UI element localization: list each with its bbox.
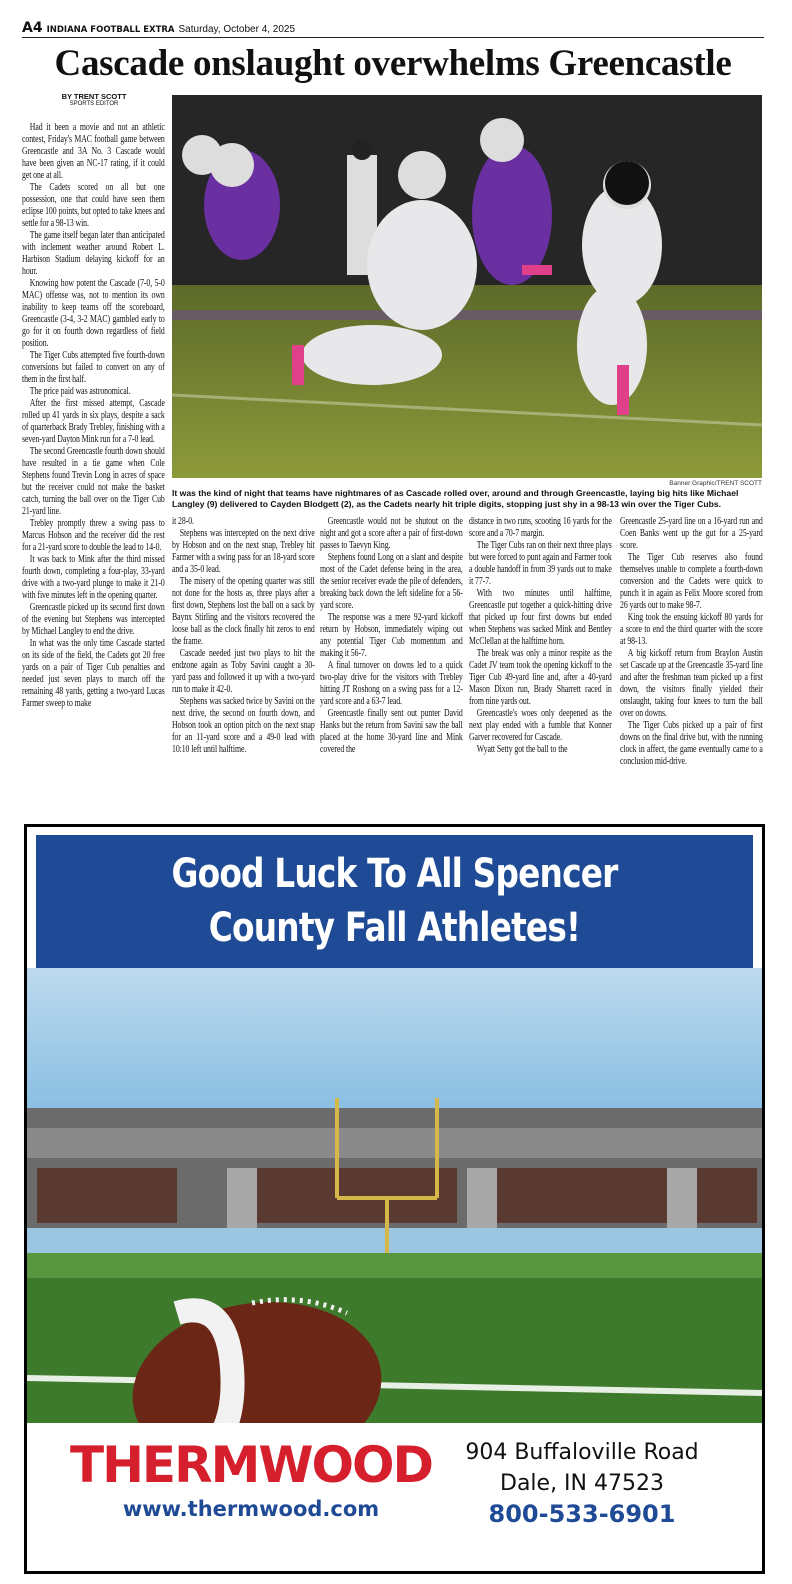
article-paragraph: The Tiger Cub reserves also found themselves unable to complete a fourth-down conversion and the Cadets were quick to punch it in again as Felix Moore scored from 26 yards out to make 98-7. — [620, 552, 763, 611]
issue-date: Saturday, October 4, 2025 — [178, 24, 296, 35]
article-paragraph: Cascade needed just two plays to hit the endzone again as Toby Savini caught a 30-yard pass and followed it up with a two-yard run to make it 42-0. — [172, 648, 315, 695]
article-column-4 — [469, 516, 612, 756]
byline-title: SPORTS EDITOR — [69, 101, 119, 107]
article-paragraph: King took the ensuing kickoff 80 yards for a score to end the third quarter with the score at 98-13. — [620, 612, 763, 647]
page-folio — [22, 20, 764, 38]
article-paragraph: Stephens found Long on a slant and despite most of the Cadet defense being in the area, the senior receiver evade the pile of defenders, breaking back down the left sideline for a 56-yard score. — [320, 552, 463, 611]
phone-number[interactable]: 800-533-6901 — [488, 1500, 676, 1528]
thermwood-logo — [51, 1436, 451, 1521]
contact-info — [432, 1437, 732, 1530]
thermwood-advertisement — [24, 824, 765, 1574]
article-paragraph: distance in two runs, scooting 16 yards for the score and a 70-7 margin. — [469, 516, 612, 539]
article-paragraph: Stephens was intercepted on the next drive by Hobson and on the next snap, Trebley hit Farmer with a swing pass for an 18-yard score and a 35-0 lead. — [172, 528, 315, 575]
article-paragraph: After the first missed attempt, Cascade rolled up 41 yards in six plays, despite a sack of quarterback Brady Trebley, finishing with a seven-yard Dayton Mink run for a 7-0 lead. — [22, 398, 165, 445]
game-photo — [172, 95, 762, 478]
stadium-football-photo — [27, 968, 762, 1423]
article-column-3 — [320, 516, 463, 756]
article-paragraph: The break was only a minor respite as the Cadet JV team took the opening kickoff to the Tiger Cub 49-yard line and, after a 40-yard Mason Dixon run, Brady Sharrett raced in from nine yards out. — [469, 648, 612, 707]
article-paragraph: The Tiger Cubs ran on their next three plays but were forced to punt again and Farmer took a double handoff in from 39 yards out to make it 77-7. — [469, 540, 612, 587]
article-paragraph: Trebley promptly threw a swing pass to Marcus Hobson and the receiver did the rest for a 21-yard score to double the lead to 14-0. — [22, 518, 165, 553]
article-paragraph: The response was a mere 92-yard kickoff return by Hobson, immediately wiping out any potential Tiger Cub momentum and making it 56-7. — [320, 612, 463, 659]
article-column-2 — [172, 516, 315, 756]
section-name: INDIANA FOOTBALL EXTRA — [46, 25, 175, 35]
article-paragraph: The misery of the opening quarter was still not done for the hosts as, three plays after a first down, Stephens lost the ball on a sack by Baynx Stirling and the visitors recovered the loose ball as the clock finally hit zeros to end the frame. — [172, 576, 315, 647]
page-number: A4 — [22, 20, 43, 36]
article-paragraph: Had it been a movie and not an athletic contest, Friday's MAC football game between Greencastle and 3A No. 3 Cascade would have been given an NC-17 rating, if it could get one at all. — [22, 122, 165, 181]
column-text — [320, 516, 463, 756]
stadium-illustration — [27, 968, 762, 1423]
brand-name: THERMWOOD — [69, 1436, 433, 1494]
photo-credit: Banner Graphic/TRENT SCOTT — [669, 480, 762, 487]
byline-name: BY TRENT SCOTT — [61, 92, 127, 101]
article-paragraph: The game itself began later than anticipated with inclement weather around Robert L. Harbison Stadium delaying kickoff for an hour. — [22, 230, 165, 277]
photo-caption: It was the kind of night that teams have nightmares of as Cascade rolled over, around and through Greencastle, laying big hits like Michael Langley (9) delivered to Cayden Blodgett (2), as the Cadets nearly hit triple digits, stopping just shy in a 98-13 win over the Tiger Cubs. — [172, 488, 739, 509]
article-paragraph: A final turnover on downs led to a quick two-play drive for the visitors with Trebley hitting JT Roshong on a swing pass for a 12-yard score and a 63-7 lead. — [320, 660, 463, 707]
website-link[interactable]: www.thermwood.com — [122, 1497, 380, 1521]
good-luck-banner — [36, 835, 753, 968]
article-paragraph: It was back to Mink after the third missed fourth down, completing a four-play, 33-yard drive with a two-yard plunge to make it 21-0 with five minutes left in the opening quarter. — [22, 554, 165, 601]
banner-line-2: County Fall Athletes! — [208, 905, 581, 951]
article-paragraph: Greencastle would not be shutout on the night and got a score after a pair of first-down passes to Taevyn King. — [320, 516, 463, 551]
article-paragraph: Knowing how potent the Cascade (7-0, 5-0 MAC) offense was, not to mention its own inability to keep teams off the scoreboard, Greencastle (3-4, 3-2 MAC) gambled early to go for it on fourth down regardless of field position. — [22, 278, 165, 349]
article-paragraph: Greencastle picked up its second first down of the evening but Stephens was intercepted by Michael Langley to end the drive. — [22, 602, 165, 637]
banner-line-1: Good Luck To All Spencer — [171, 851, 618, 897]
article-paragraph: A big kickoff return from Braylon Austin set Cascade up at the Greencastle 35-yard line and after the freshman team picked up a first down, the visitors finally yielded their onslaught, taking four knees to turn the ball over on downs. — [620, 648, 763, 719]
article-paragraph: In what was the only time Cascade started on its side of the field, the Cadets got 20 free yards on a pair of Tiger Cub penalties and needed just seven plays to march off the remaining 48 yards, getting a two-yard Lucas Farmer sweep to make — [22, 638, 165, 709]
byline — [22, 92, 166, 107]
address-line-1: 904 Buffaloville Road — [465, 1440, 699, 1465]
column-text — [620, 516, 763, 768]
address-line-2: Dale, IN 47523 — [500, 1471, 664, 1496]
article-paragraph: The price paid was astronomical. — [29, 386, 131, 397]
article-paragraph: it 28-0. — [172, 516, 194, 527]
column-text — [172, 516, 315, 756]
headline: Cascade onslaught overwhelms Greencastle — [54, 43, 732, 84]
column-text — [22, 122, 165, 710]
article-column-5 — [620, 516, 763, 768]
article-paragraph: Greencastle's woes only deepened as the next play ended with a fumble that Konner Garver recovered for Cascade. — [469, 708, 612, 743]
article-paragraph: Greencastle finally sent out punter David Hanks but the return from Savini saw the ball placed at the home 30-yard line and Mink covered the — [320, 708, 463, 755]
article-paragraph: The second Greencastle fourth down should have resulted in a tie game when Cole Stephens found Trevin Long in acres of space but the receiver could not make the basket catch, turning the ball over on the Tiger Cub 21-yard line. — [22, 446, 165, 517]
article-paragraph: The Cadets scored on all but one possession, one that could have seen them eclipse 100 points, but opted to take knees and settle for a 98-13 win. — [22, 182, 165, 229]
article-paragraph: The Tiger Cubs picked up a pair of first downs on the final drive but, with the running clock in affect, the game eventually came to a conclusion mid-drive. — [620, 720, 763, 767]
article-column-1 — [22, 122, 165, 710]
article-paragraph: With two minutes until halftime, Greencastle put together a quick-hitting drive that picked up four first downs but ended when Stephens was sacked Mink and Bentley McClellan at the halftime horn. — [469, 588, 612, 647]
article-paragraph: Stephens was sacked twice by Savini on the next drive, the second on fourth down, and Hobson took an option pitch on the next snap for an 11-yard score and a 49-0 lead with 10:10 left until halftime. — [172, 696, 315, 755]
article-paragraph: The Tiger Cubs attempted five fourth-down conversions but failed to convert on any of them in the first half. — [22, 350, 165, 385]
column-text — [469, 516, 612, 756]
football-action-photo — [172, 95, 762, 478]
article-paragraph: Wyatt Setty got the ball to the — [476, 744, 568, 755]
article-paragraph: Greencastle 25-yard line on a 16-yard run and Coen Banks went up the gut for a 25-yard score. — [620, 516, 763, 551]
